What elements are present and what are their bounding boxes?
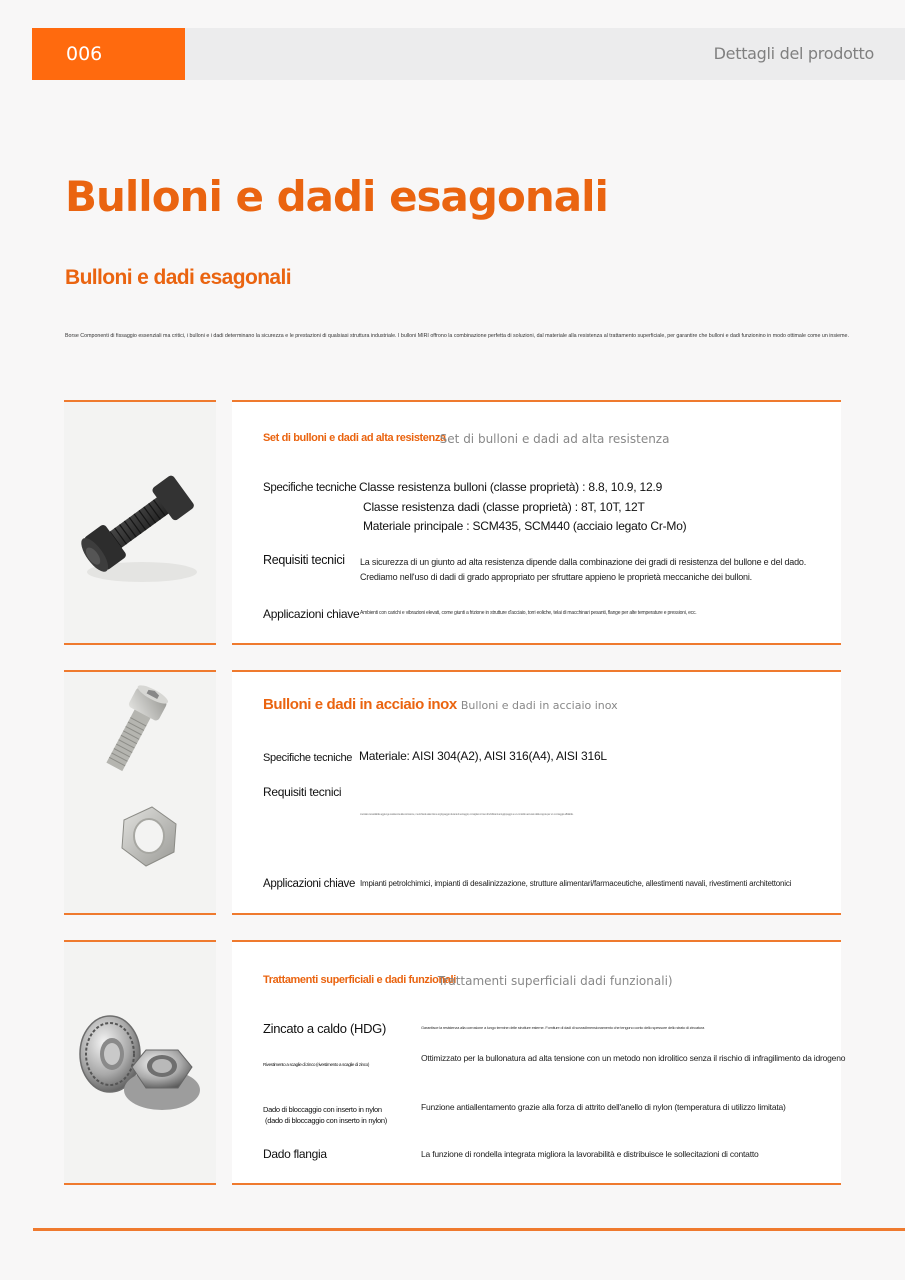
product-card — [232, 400, 841, 645]
page-subtitle: Bulloni e dadi esagonali — [65, 266, 291, 289]
treatment-label: Rivestimento a scaglie di zinco (rivestimento a scaglie di zinco) — [263, 1062, 370, 1067]
spec-line: Classe resistenza dadi (classe proprietà) : 8T, 10T, 12T — [363, 500, 645, 514]
page-number: 006 — [32, 28, 185, 80]
product-title-secondary: Trattamenti superficiali dadi funzionali) — [437, 974, 673, 988]
requirements-text: L'acciaio inossidabile aggiunge resistenza alla corrosione, ma richiede attenzione al grippaggio durante il serraggio; consigliamo l'uso di lubrificanti anti-grippaggio e un controllo accurato della coppia per un montaggio affidabile. — [360, 813, 574, 816]
product-title — [263, 428, 669, 446]
stainless-bolt-and-nut-image — [64, 670, 216, 915]
stud-bolt-icon — [64, 402, 216, 643]
treatment-label: Dado flangia — [263, 1147, 327, 1161]
applications-text: Impianti petrolchimici, impianti di desalinizzazione, strutture alimentari/farmaceutiche, allestimenti navali, rivestimenti architettonici — [360, 879, 792, 888]
spec-label: Specifiche tecniche — [263, 482, 357, 494]
flange-nuts-icon — [64, 942, 216, 1183]
requirements-line: Crediamo nell'uso di dadi di grado appropriato per sfruttare appieno le proprietà meccaniche dei bulloni. — [360, 572, 752, 582]
product-card — [232, 940, 846, 1185]
spec-line: Materiale principale : SCM435, SCM440 (acciaio legato Cr-Mo) — [363, 519, 687, 533]
serrated-flange-nuts-image — [64, 940, 216, 1185]
stainless-bolt-icon — [64, 672, 216, 913]
treatment-label: Dado di bloccaggio con inserto in nylon (dado di bloccaggio con inserto in nylon) — [263, 1105, 387, 1125]
treatment-label: Zincato a caldo (HDG) — [263, 1021, 387, 1036]
treatment-value: Funzione antiallentamento grazie alla forza di attrito dell'anello di nylon (temperatura di utilizzo limitata) — [421, 1102, 786, 1112]
treatment-value: La funzione di rondella integrata migliora la lavorabilità e distribuisce le sollecitazioni di contatto — [421, 1149, 759, 1159]
spec-line: Materiale: AISI 304(A2), AISI 316(A4), AISI 316L — [359, 749, 607, 763]
product-title-primary: Trattamenti superficiali e dadi funzionali — [263, 974, 456, 986]
product-title — [263, 696, 618, 714]
treatment-value: Ottimizzato per la bullonatura ad alta tensione con un metodo non idrolitico senza il rischio di infragilimento da idrogeno — [421, 1053, 846, 1063]
spec-line: Classe resistenza bulloni (classe proprietà) : 8.8, 10.9, 12.9 — [359, 480, 663, 494]
product-title-primary: Bulloni e dadi in acciaio inox — [263, 696, 457, 713]
intro-paragraph: Borse Componenti di fissaggio essenziali ma critici, i bulloni e i dadi determinano la sicurezza e le prestazioni di qualsiasi struttura industriale. I bulloni MIRI offrono la combinazione perfetta di soluzioni, dal materiale alla resistenza al trattamento superficiale, per garantire che bulloni e dadi funzionino in modo ottimale come un insieme. — [65, 333, 849, 339]
footer-divider — [33, 1228, 905, 1231]
requirements-label: Requisiti tecnici — [263, 785, 342, 799]
treatment-value: Garantisce la resistenza alla corrosione a lungo termine delle strutture esterne. Forniture di dadi di sovradimensionamento che tengono conto dello spessore dello strato di zincatura — [421, 1025, 705, 1030]
applications-label: Applicazioni chiave — [263, 878, 356, 890]
product-title-secondary: Set di bulloni e dadi ad alta resistenza — [439, 432, 670, 446]
applications-label: Applicazioni chiave — [263, 607, 360, 621]
requirements-label: Requisiti tecnici — [263, 553, 345, 567]
page-title: Bulloni e dadi esagonali — [65, 172, 608, 221]
stud-bolt-with-hex-nuts-image — [64, 400, 216, 645]
product-card — [232, 670, 841, 915]
product-title-secondary: Bulloni e dadi in acciaio inox — [460, 699, 618, 712]
section-name: Dettagli del prodotto — [713, 44, 874, 63]
product-title-primary: Set di bulloni e dadi ad alta resistenza — [263, 432, 446, 444]
product-title — [263, 970, 673, 988]
applications-text: Ambienti con carichi e vibrazioni elevati, come giunti a frizione in strutture d'acciaio, torri eoliche, telai di macchinari pesanti, flange per alte temperature e pressioni, ecc. — [360, 610, 697, 616]
requirements-line: La sicurezza di un giunto ad alta resistenza dipende dalla combinazione dei gradi di resistenza del bullone e del dado. — [360, 557, 807, 567]
spec-label: Specifiche tecniche — [263, 752, 353, 764]
